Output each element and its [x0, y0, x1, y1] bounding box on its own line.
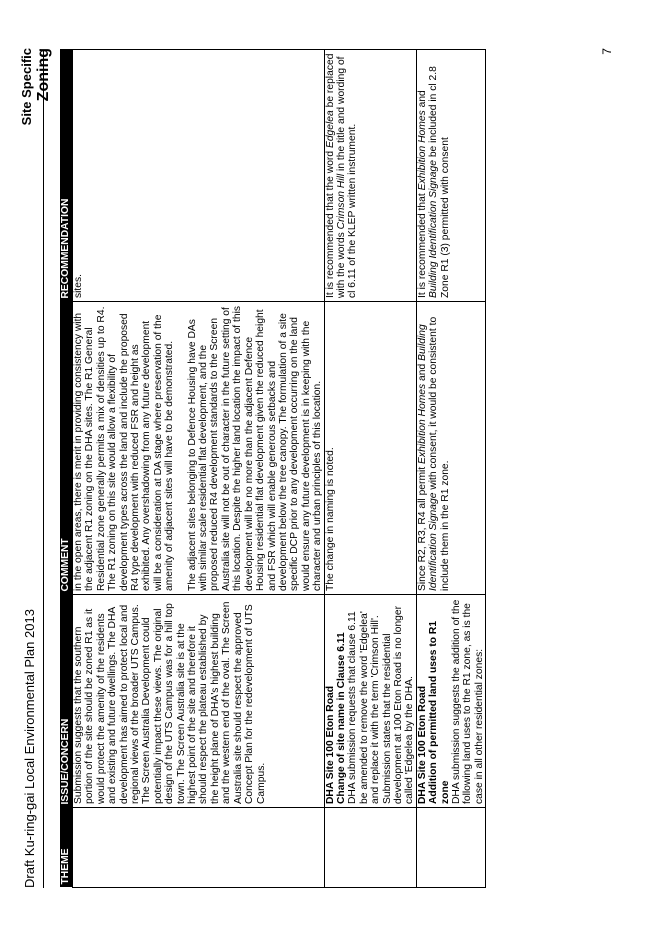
theme-cell: [73, 808, 325, 888]
recommendation-cell: [73, 50, 325, 302]
rec-old-name: Edgelea: [324, 110, 336, 149]
theme-cell: [416, 808, 485, 888]
comment-text: The change in naming is noted.: [324, 447, 336, 591]
rec-new-name: Crimson Hill: [335, 173, 347, 230]
rec-land-use: Building Identification Signage: [428, 160, 440, 298]
page-number: 7: [600, 48, 614, 55]
comment-cell: [73, 302, 325, 595]
issue-site-title: DHA Site 100 Eton Road: [324, 685, 336, 804]
table-row: [324, 50, 416, 888]
table-row: [73, 50, 325, 888]
recommendation-text: [417, 53, 451, 298]
table-header-row: [60, 50, 73, 888]
theme-cell: [324, 808, 416, 888]
header-rule: [43, 50, 44, 888]
comment-span: with consent, it would be consistent to include them in the R1 zone.: [428, 316, 451, 591]
rec-text: It is recommended that: [416, 190, 428, 298]
table-row: [416, 50, 485, 888]
issue-cell: [73, 595, 325, 808]
document-title: Draft Ku-ring-gai Local Environmental Plan 2013: [22, 609, 37, 888]
column-header-comment: COMMENT: [60, 302, 73, 595]
section-title: Site Specific: [19, 48, 34, 126]
issue-site-title: DHA Site 100 Eton Road: [416, 685, 428, 804]
comment-span: and: [416, 360, 428, 384]
issue-text: Submission suggests that the southern portion of the site should be zoned R1 as it would protect the amenity of the residents and existing and future dwellings. The DHA development has aimed to protect local and regional views of the broader UTS Campus. The Screen Australia Development could potentially impact these views. The original design of the UTS Campus was for a hill top town. The Screen Australia site is at the highest point of the site and therefore it should respect the plateau established by the height plane of DHA's highest building and the western end of the oval. The Screen Australia site should respect the approved Concept Plan for the redevelopment of UTS Campus.: [73, 601, 267, 804]
column-header-recommendation: RECOMMENDATION: [60, 50, 73, 302]
comment-paragraph: The adjacent sites belonging to Defence Housing have DAs with similar scale residential flat development, and the proposed reduced R4 development standards to the Screen Australia site will not be out of character in the future setting of this location. Despite the higher land location the impact of this development will be no more than the adjacent Defence Housing residential flat development given the reduced height and FSR which will enable generous setbacks and development below the tree canopy. The formulation of a site specific DCP prior to any development occurring on the land would ensure any future development is in keeping with the character and urban principles of this location.: [186, 305, 324, 591]
rec-text: be included in cl 2.8 Zone R1 (3) permitted with consent: [428, 66, 451, 298]
rec-text: be replaced with the words: [324, 53, 347, 298]
column-header-issue: ISSUE/CONCERN: [60, 595, 73, 808]
subsection-title: Zoning: [35, 48, 52, 102]
column-header-theme: THEME: [60, 808, 73, 888]
issue-topic-title: Addition of permitted land uses to R1 zone: [428, 620, 451, 804]
recommendation-cell: [324, 50, 416, 302]
issue-text: DHA submission requests that clause 6.11 be amended to remove the word 'Edgelea' and replace it with the term 'Crimson Hill'. Submission states that the residential development at 100 Eton Road is no longer called 'Edgelea by the DHA.: [347, 605, 416, 804]
comment-land-use: Exhibition Homes: [416, 383, 428, 464]
submissions-table: [60, 49, 486, 888]
recommendation-text: sites.: [73, 273, 84, 298]
recommendation-cell: [416, 50, 485, 302]
rec-text: and: [416, 90, 428, 111]
recommendation-text: [325, 53, 359, 298]
issue-cell: [416, 595, 485, 808]
comment-cell: [416, 302, 485, 595]
rec-text: in the title and wording of cl 6.11 of the KLEP written instrument.: [335, 56, 359, 298]
comment-text: [417, 305, 451, 591]
comment-span: Since R2, R3, R4 all permit: [416, 463, 428, 591]
section-heading: [20, 48, 52, 125]
rec-land-use: Exhibition Homes: [416, 110, 428, 191]
issue-cell: [324, 595, 416, 808]
rec-text: It is recommended that the word: [324, 148, 336, 298]
issue-text: DHA submission suggests the addition of the following land uses to the R1 zone, as is the case in all other residential zones:: [451, 599, 485, 804]
comment-land-use: Building Identification Signage: [416, 324, 440, 591]
comment-paragraph: in the open areas, there is merit in providing consistency with the adjacent R1 zoning on the DHA sites. The R1 General Residential zone generally permits a mix of densities up to R4. The R1 zoning on this site would allow a flexibility of development types across the land and include the proposed R4 type development with reduced FSR and height as exhibited. Any overshadowing from any future development will be a consideration at DA stage where preservation of the amenity of adjacent sites will have to be demonstrated.: [73, 306, 176, 591]
issue-topic-title: Change of site name in Clause 6.11: [335, 632, 347, 804]
comment-cell: [324, 302, 416, 595]
